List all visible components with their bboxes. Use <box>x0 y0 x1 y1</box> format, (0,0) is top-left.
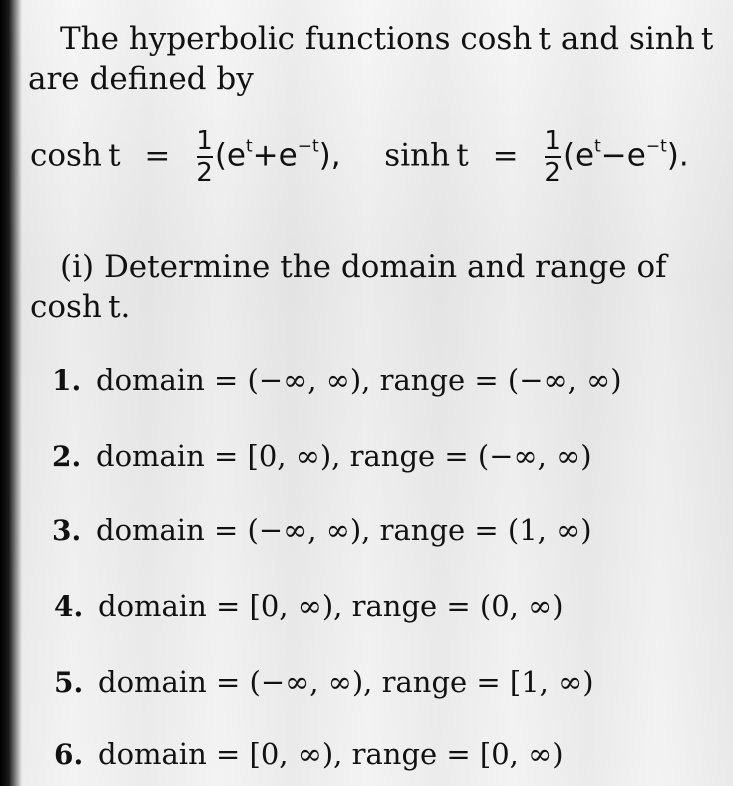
option-text: domain = [0, ∞), range = [0, ∞) <box>98 737 564 771</box>
option-4[interactable] <box>54 589 564 623</box>
question-line-1: (i) Determine the domain and range of <box>60 249 667 285</box>
intro-line-1: The hyperbolic functions cosh t and sinh t <box>60 21 714 57</box>
question-line-2: cosh t. <box>30 289 131 325</box>
option-text: domain = (−∞, ∞), range = (−∞, ∞) <box>96 363 622 397</box>
option-text: domain = (−∞, ∞), range = (1, ∞) <box>96 513 592 547</box>
option-text: domain = (−∞, ∞), range = [1, ∞) <box>98 665 594 699</box>
option-6[interactable] <box>54 737 564 771</box>
cosh-paren-close: ), <box>318 137 341 174</box>
fraction-numerator-2: 1 <box>544 126 561 156</box>
sinh-paren-close: ). <box>666 137 689 174</box>
cosh-paren-open: (e <box>214 137 246 174</box>
fraction-denominator-2: 2 <box>544 158 561 188</box>
cosh-middle: +e <box>252 137 298 174</box>
equals-sign-2: = <box>492 137 519 174</box>
option-label: 1. <box>52 364 82 397</box>
definition-formula <box>30 128 689 186</box>
option-label: 5. <box>54 666 84 699</box>
option-2[interactable] <box>52 439 592 473</box>
fraction-one-half-2 <box>544 128 561 186</box>
option-label: 4. <box>54 590 84 623</box>
sinh-exponent-1: t <box>594 136 601 157</box>
fraction-one-half <box>196 128 213 186</box>
option-label: 6. <box>54 738 84 771</box>
option-label: 3. <box>52 514 82 547</box>
cosh-lhs: cosh t <box>30 137 121 174</box>
cosh-exponent-2: −t <box>297 136 319 157</box>
option-text: domain = [0, ∞), range = (0, ∞) <box>98 589 564 623</box>
sinh-lhs: sinh t <box>384 137 469 174</box>
option-3[interactable] <box>52 513 592 547</box>
equals-sign: = <box>144 137 171 174</box>
sinh-exponent-2: −t <box>645 136 667 157</box>
intro-line-2: are defined by <box>28 61 254 97</box>
cosh-exponent-1: t <box>245 136 253 157</box>
option-label: 2. <box>52 440 82 473</box>
option-5[interactable] <box>54 665 594 699</box>
fraction-numerator: 1 <box>196 126 213 156</box>
sinh-middle: −e <box>600 137 646 174</box>
sinh-paren-open: (e <box>562 137 595 174</box>
edge-shadow <box>0 0 22 786</box>
fraction-denominator: 2 <box>196 158 213 188</box>
option-text: domain = [0, ∞), range = (−∞, ∞) <box>96 439 592 473</box>
option-1[interactable] <box>52 363 622 397</box>
